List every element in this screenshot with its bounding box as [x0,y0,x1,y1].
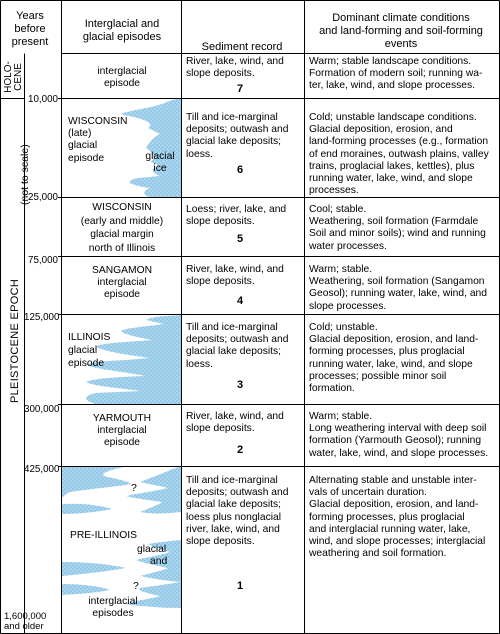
episode-glacial-word: glacial [137,544,167,555]
row-number-7: 7 [236,83,244,95]
question-mark-2: ? [133,580,139,592]
glacial-ice-label: glacial ice [145,151,175,175]
question-mark-1: ? [131,482,137,494]
holocene-label: HOLO- CENE [3,61,24,93]
age-300000: 300,000 [24,404,60,415]
episode-yarmouth: YARMOUTH interglacial episode [92,413,152,449]
glacial-ice-lobe [62,584,110,595]
glacial-ice-lobe [62,466,132,498]
row-number-2: 2 [236,444,244,456]
row-number-6: 6 [236,164,244,176]
sediment-2: River, lake, wind, and slope deposits. [186,411,284,435]
sediment-4: River, lake, wind, and slope deposits. [186,264,284,288]
row-number-4: 4 [236,295,244,307]
climate-4: Warm; stable. Weathering, soil formation (Sangamon Geosol); running water, lake, wind, and slope processes. [309,264,488,312]
header-episodes: Interglacial and glacial episodes [82,18,162,43]
episode-interglacial-episodes: interglacial episodes [88,596,138,620]
age-425000: 425,000 [24,464,60,475]
age-10000: 10,000 [28,94,58,105]
episode-holocene-interglacial: interglacial episode [97,66,147,90]
episode-and-word: and [150,556,168,567]
episode-wisconsin-late: WISCONSIN (late) glacial episode [68,116,128,164]
pleistocene-label: PLEISTOCENE EPOCH [9,278,21,403]
not-to-scale-label: (not to scale) [19,144,31,205]
episode-wisconsin-early-middle: WISCONSIN (early and middle) glacial margin north of Illinois [80,202,164,254]
row-number-3: 3 [236,379,244,391]
episode-illinois: ILLINOIS glacial episode [68,332,111,369]
age-25000: 25,000 [28,192,58,203]
sediment-3: Till and ice-marginal deposits; outwash and glacial lake deposits; loess. [186,322,289,370]
episode-pre-illinois: PRE-ILLINOIS [70,530,137,541]
header-climate: Dominant climate conditions and land-forming and soil-forming events [319,12,483,50]
sediment-7: River, lake, wind, and slope deposits. [186,56,284,80]
sediment-6: Till and ice-marginal deposits; outwash and glacial lake deposits; loess. [186,112,289,160]
climate-6: Cold; unstable landscape conditions. Glacial deposition, erosion, and land-forming processes (e.g., formation of end moraines, outwash plains, valley trains, proglacial lakes, kettles), plus running water, lake, wind, and slope processes. [309,112,489,197]
glacial-ice-lobe [62,504,112,514]
row-number-5: 5 [236,233,244,245]
episode-sangamon: SANGAMON interglacial episode [91,265,153,301]
header-sediment: Sediment record [201,41,283,53]
age-125000: 125,000 [24,312,60,323]
climate-7: Warm; stable landscape conditions. Formation of modern soil; running wa- ter, lake, wind, and slope processes. [309,56,483,92]
climate-3: Cold; unstable. Glacial deposition, erosion, and land- forming processes, plus proglacial running water, lake, wind, and slope processes; possible minor soil formation. [309,322,479,395]
climate-5: Cool; stable. Weathering, soil formation (Farmdale Soil and minor soils); wind and running water processes. [309,204,486,252]
header-years: Years before present [11,10,49,48]
climate-1: Alternating stable and unstable inter- vals of uncertain duration. Glacial deposition, erosion, and land- forming processes, plus proglacial and interglacial running water, lake, wind, and slope processes; interglacial weathering and soil formation. [309,475,486,560]
row-number-1: 1 [236,580,244,592]
age-75000: 75,000 [28,255,58,266]
sediment-5: Loess; river, lake, and slope deposits. [186,204,287,228]
sediment-1: Till and ice-marginal deposits; outwash and glacial lake deposits; loess plus nonglacial river, lake, wind, and slope deposits. [186,475,289,548]
age-1600000: 1,600,000 and older [4,611,47,632]
glacial-ice-lobe [62,562,126,576]
climate-2: Warm; stable. Long weathering interval with deep soil formation (Yarmouth Geosol); running water, lake, wind, and slope processes. [309,411,489,459]
